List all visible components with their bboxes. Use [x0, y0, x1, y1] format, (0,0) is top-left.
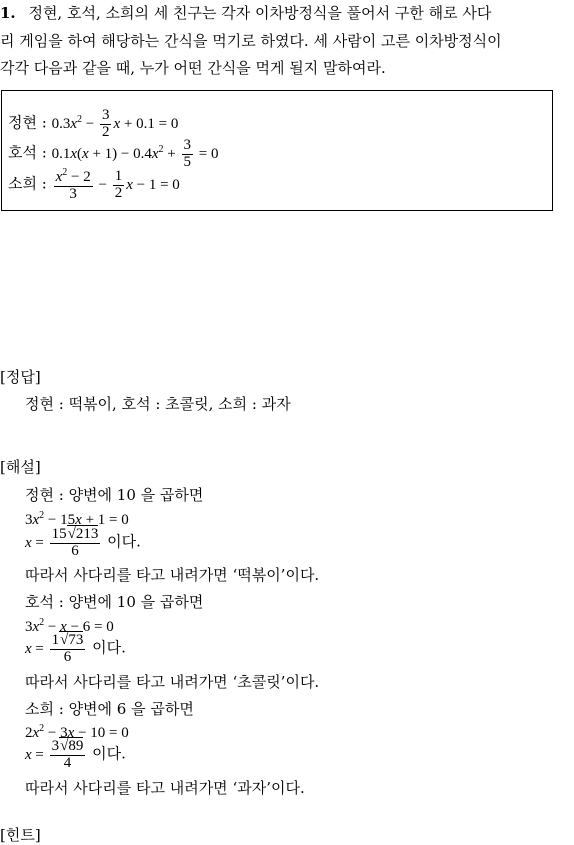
- solution-2-equation: $3x^2 - x - 6 = 0$: [25, 617, 114, 635]
- question-text-3: 각각 다음과 같을 때, 누가 어떤 간식을 먹게 될지 말하여라.: [0, 59, 386, 77]
- solution-2-intro: 호석 : 양변에 10 을 곱하면: [25, 593, 204, 611]
- eq-label-hoseok: 호석 :: [8, 143, 47, 162]
- solution-3-equation: $2x^2 - 3x - 10 = 0$: [25, 723, 129, 741]
- question-text-2: 리 게임을 하여 해당하는 간식을 먹기로 하였다. 세 사람이 고른 이차방정식이: [0, 32, 502, 50]
- equation-hoseok: 호석 : $0.1x(x + 1) - 0.4x^2$ + $\frac{3}{5}$ = 0: [8, 137, 219, 170]
- solution-2-result: x = $\frac{1√73}{6}$ 이다.: [25, 632, 126, 665]
- solution-2-conclusion: 따라서 사다리를 타고 내려가면 ‘초콜릿’이다.: [25, 673, 320, 691]
- answer-text: 정현 : 떡볶이, 호석 : 초콜릿, 소희 : 과자: [25, 395, 291, 413]
- solution-1-intro: 정현 : 양변에 10 을 곱하면: [25, 486, 204, 504]
- solution-1-result-suffix: 이다.: [107, 532, 141, 551]
- solution-3-intro: 소희 : 양변에 6 을 곱하면: [25, 700, 194, 718]
- solution-3-result: x = $\frac{3√89}{4}$ 이다.: [25, 738, 126, 771]
- solution-2-result-suffix: 이다.: [92, 638, 126, 657]
- solution-3-conclusion: 따라서 사다리를 타고 내려가면 ‘과자’이다.: [25, 779, 305, 797]
- equation-box: [1, 90, 553, 211]
- eq-label-jeonghyeon: 정현 :: [8, 113, 47, 132]
- solution-1-conclusion: 따라서 사다리를 타고 내려가면 ‘떡볶이’이다.: [25, 566, 320, 584]
- solution-1-equation: $3x^2 - 15x + 1 = 0$: [25, 510, 129, 528]
- question-text-1: 정현, 호석, 소희의 세 친구는 각자 이차방정식을 풀어서 구한 해로 사다: [28, 4, 492, 22]
- answer-header: [정답]: [0, 368, 41, 386]
- solution-1-result: x = $\frac{15√213}{6}$ 이다.: [25, 526, 141, 559]
- question-number: 1.: [0, 4, 16, 22]
- solution-3-result-suffix: 이다.: [92, 744, 126, 763]
- hint-header: [힌트]: [0, 826, 41, 844]
- equation-jeonghyeon: 정현 : $0.3x^2$ − $\frac{3}{2}$ x + 0.1 = 0: [8, 107, 179, 140]
- equation-sohee: 소희 : $\frac{x^2 - 2}{3}$ − $\frac{1}{2}$ x − 1 = 0: [8, 167, 180, 202]
- solution-header: [해설]: [0, 458, 41, 476]
- question-line-1: [0, 2, 491, 23]
- eq-label-sohee: 소희 :: [8, 174, 47, 193]
